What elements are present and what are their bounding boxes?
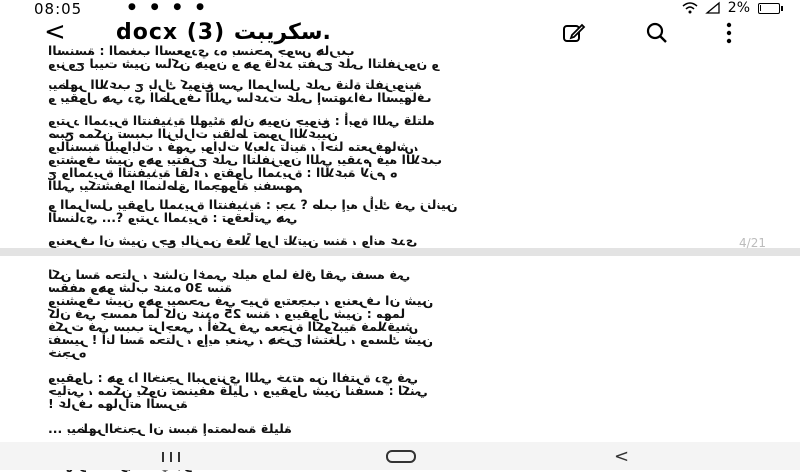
back-button[interactable]: < [44,17,66,47]
text-line: وبنشوف شين وهو بيصحى في حيرة وبتعجب ، وبنعرف ان شين [48,293,434,308]
text-line: ج والمديرة التنفيذية لقاء ، وتقول المديرة : اللاعبة لازم ه [48,165,398,180]
home-icon[interactable] [386,450,416,463]
text-line: اللي بيكتشفوا المناطق المجهولة بنفسهم [48,178,303,193]
text-line: ! عارف مهاراته السرية [48,396,188,411]
wifi-icon [682,2,698,14]
battery-level [760,5,761,11]
paragraph [48,78,688,104]
text-line: صبح ممكن تسبب الزيارات بنقاط تصور اللاعبين [48,126,338,141]
paragraph [48,371,688,410]
text-line: فكرت في سبب تراجعي ، أفكر في معجزة الكوكبية فملاقيش [48,319,419,334]
text-line: سقفه وهو شاب عنده 30 سنة [48,280,233,295]
recents-icon[interactable] [162,452,180,462]
page-divider [0,248,800,256]
text-line: لكن لسة محتار ، عشان اغمي عليه ولما فاق لقي نفسه في [48,267,411,282]
text-line: وبيقول : هو دا الخنجر البرونزي اللي خدته من الفترة دي في [48,370,418,385]
text-line: السنسة : الصغب السعودي ده بسنحم جوس هاريب [48,43,355,58]
paragraph [48,268,688,359]
signal-icon [706,2,720,14]
text-line: و المراسل بيقول للمديرة التنفيذية : بجد ؟ طب إيه رأيك في زنانين [48,197,458,212]
notification-dots: ● ● ● ● [128,2,210,12]
page-indicator: 4/21 [739,236,766,250]
text-line: تفسير ! انا لسة محتار ، وإيه بعني ، هخرج اشتغل ، ومسك شين [48,332,433,347]
text-line: خنجره [48,345,87,360]
paragraph [48,422,688,435]
text-line: و بيقول هي دي الظروف اللي ساعدت على إستهداف السيهاف [48,90,432,105]
document-page-4 [0,43,800,248]
paragraph [48,44,688,70]
text-line: بيظهر اللاعب ج بارك كيونغ سي المراسل على قناة تلفزيونية [48,77,422,92]
status-time: 08:05 [34,0,83,18]
paragraph [48,198,688,224]
text-line: وبزوج لبيت شين ساكن هيون و هو قاعد بتفرج على التلفزيون و [48,56,440,71]
text-line: وبتشوف شين وهو بيتفرج على التلفزيون اللي بيقدم فيه اللاعب [48,152,442,167]
text-line: وبترد المديرة التنفيذية للهيئة هان هيون جيونغ : أبوة اللي قلتله [48,113,435,128]
paragraph [48,114,688,192]
document-page-5 [0,256,800,442]
text-line: ... بيظهرالخنجر ان نسبة إمتصاصة قليلة [48,421,292,436]
text-line: وبالنسبة للبوابات ، فهي بوابات لابعاد تانية ، احنا متعرفهاش، [48,139,419,154]
more-icon[interactable] [726,22,732,47]
text-line: كان في جسمه لما كان عنده 25 سنة ، وبيقول شين : مهما [48,306,406,321]
text-line: وبنعرف ان شين رجع بالزمن فعلاً لورا تلاتين سنة ، وانه عدى [48,233,418,248]
text-line: السنادي ...؟ وبترد المديرة : توقعاتي هي [48,210,298,225]
document-title: docx (3) سكريبت. [116,20,331,45]
text-line: حياتي ، ممكن يكون تصنيفه قليل ، وبيقول شين لنفسه : لكني [48,383,428,398]
back-nav-icon[interactable]: < [614,446,630,467]
status-bar [0,0,800,18]
status-indicators [682,0,780,16]
navigation-bar [0,442,800,470]
battery-icon [758,3,780,14]
battery-percent: 2% [727,0,750,16]
